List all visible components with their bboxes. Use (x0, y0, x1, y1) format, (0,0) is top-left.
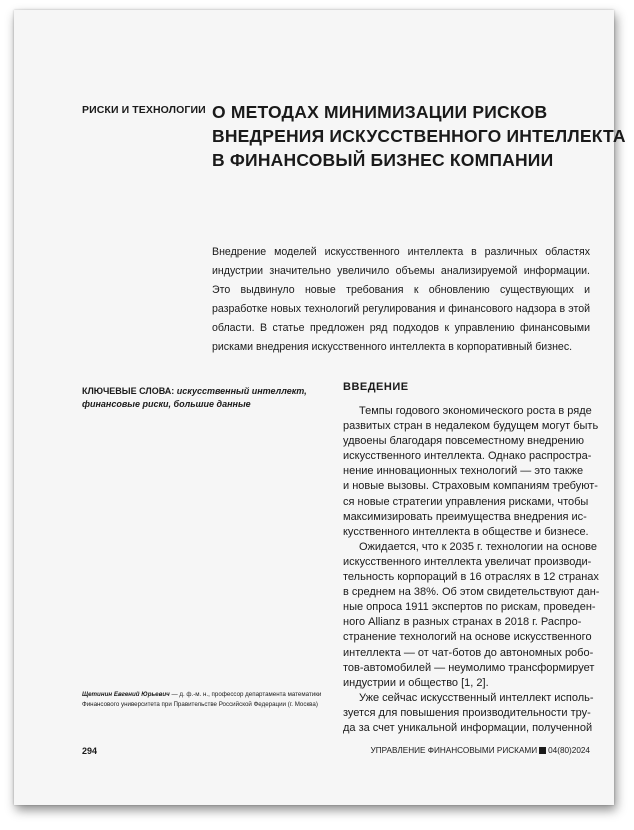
journal-name: УПРАВЛЕНИЕ ФИНАНСОВЫМИ РИСКАМИ (370, 746, 538, 755)
journal-page (14, 10, 626, 805)
body-line: интеллекта — от чат-ботов до автономных робо- (343, 646, 594, 659)
journal-footer (371, 746, 590, 755)
body-line: Темпы годового экономического роста в ряде (359, 405, 592, 417)
body-line: нение инновационных технологий — это также (343, 465, 584, 478)
body-line: ные опроса 1911 экспертов по рискам, проведен- (343, 601, 596, 614)
body-line: развитых стран в недалеком будущем могут быть (343, 420, 599, 433)
rubric-label: РИСКИ И ТЕХНОЛОГИИ (82, 104, 206, 116)
body-line: искусственного интеллекта увеличат производи- (343, 555, 592, 568)
body-line: зуется для повышения производительности тру- (343, 706, 591, 719)
body-line: да за счет уникальной информации, полученной (343, 721, 593, 734)
article-abstract: Внедрение моделей искусственного интеллекта в различных областях индустрии значительно увеличило объемы анализируемой информации. Это выдвинуло новые требования к обновлению существующих и разработке новых технологий регулирования и финансового надзора в этой области. В статье предложен ряд подходов к управлению финансовыми рисками внедрения искусственного интеллекта в корпоративный бизнес. (212, 246, 590, 353)
body-line: в среднем на 38%. Об этом свидетельствуют дан- (343, 586, 600, 599)
body-line: кусственного интеллекта в обществе и бизнесе. (343, 525, 589, 538)
body-line: ся новые стратегии управления рисками, чтобы (343, 495, 589, 508)
body-line: ного Allianz в разных странах в 2018 г. Распро- (343, 616, 582, 629)
page-number: 294 (82, 746, 98, 756)
keywords-label: КЛЮЧЕВЫЕ СЛОВА: (82, 386, 175, 396)
body-line: тов-автомобилей — неумолимо трансформирует (343, 661, 595, 674)
body-line: Уже сейчас искусственный интеллект исполь- (359, 691, 594, 704)
author-info (82, 690, 342, 710)
body-line: максимизировать преимущества внедрения ис- (343, 510, 587, 523)
body-line: индустрии и общество [1, 2]. (343, 676, 489, 689)
journal-issue: 04(80)2024 (548, 746, 590, 755)
body-line: удвоены благодаря повсеместному внедрению (343, 435, 585, 448)
author-name: Щетинин Евгений Юрьевич (82, 691, 170, 698)
author-details: — д. ф.-м. н., профессор департамента математики Финансового университета при Правительстве Российской Федерации (г. Москва) (82, 691, 322, 708)
body-line: искусственного интеллекта. Однако распростра- (343, 450, 592, 463)
title-line: О МЕТОДАХ МИНИМИЗАЦИИ РИСКОВ (212, 102, 548, 122)
keywords-block (82, 385, 332, 411)
keywords-values: искусственный интеллект, финансовые риски, большие данные (82, 386, 307, 409)
title-line: В ФИНАНСОВЫЙ БИЗНЕС КОМПАНИИ (212, 150, 554, 170)
section-heading: ВВЕДЕНИЕ (343, 381, 409, 393)
body-text (343, 404, 600, 736)
body-line: Ожидается, что к 2035 г. технологии на основе (359, 540, 597, 553)
body-line: тельность корпораций в 16 отраслях в 12 странах (343, 571, 599, 584)
body-line: странение технологий на основе искусственного (343, 631, 592, 644)
article-title (212, 100, 626, 172)
body-line: и новые вызовы. Страховым компаниям требуют- (343, 480, 598, 493)
square-separator-icon (539, 747, 546, 754)
title-line: ВНЕДРЕНИЯ ИСКУССТВЕННОГО ИНТЕЛЛЕКТА (212, 126, 626, 146)
